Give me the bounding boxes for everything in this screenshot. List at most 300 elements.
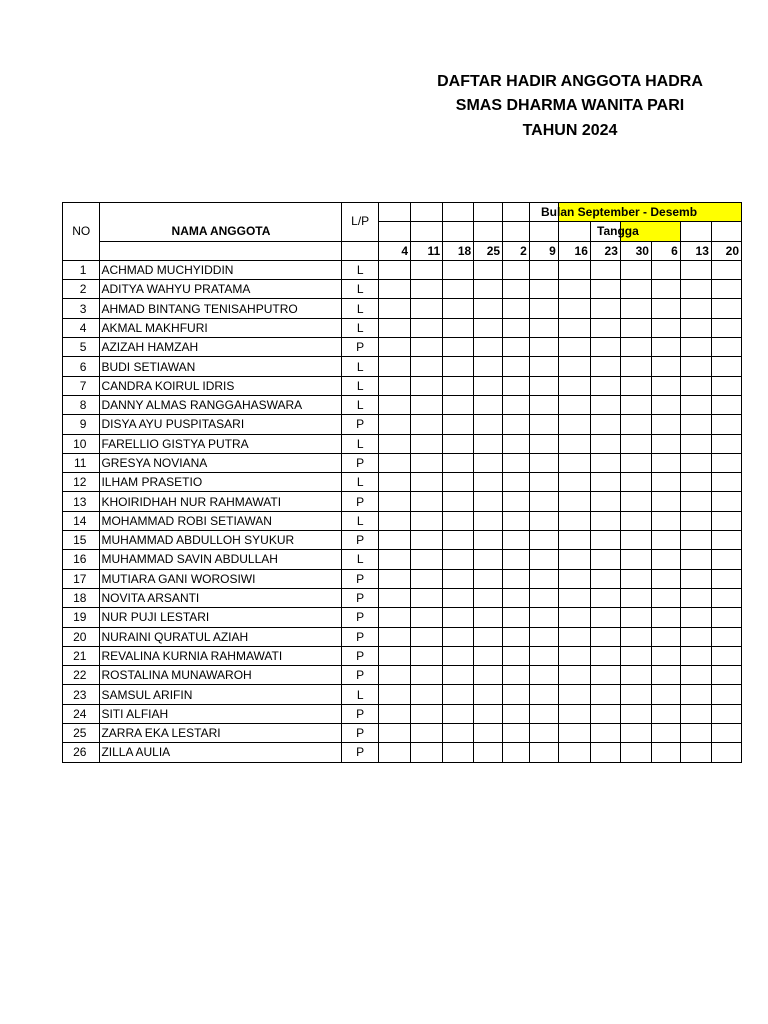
attendance-cell[interactable]	[503, 743, 530, 762]
attendance-cell[interactable]	[411, 338, 443, 357]
attendance-cell[interactable]	[680, 376, 711, 395]
attendance-cell[interactable]	[443, 531, 474, 550]
attendance-cell[interactable]	[529, 280, 558, 299]
attendance-cell[interactable]	[680, 511, 711, 530]
attendance-cell[interactable]	[558, 338, 590, 357]
attendance-cell[interactable]	[590, 395, 620, 414]
attendance-cell[interactable]	[620, 415, 651, 434]
attendance-cell[interactable]	[474, 357, 503, 376]
attendance-cell[interactable]	[651, 415, 680, 434]
attendance-cell[interactable]	[620, 743, 651, 762]
attendance-cell[interactable]	[443, 588, 474, 607]
attendance-cell[interactable]	[711, 473, 741, 492]
attendance-cell[interactable]	[411, 473, 443, 492]
attendance-cell[interactable]	[378, 646, 410, 665]
attendance-cell[interactable]	[651, 338, 680, 357]
attendance-cell[interactable]	[558, 492, 590, 511]
attendance-cell[interactable]	[474, 434, 503, 453]
attendance-cell[interactable]	[503, 434, 530, 453]
attendance-cell[interactable]	[503, 415, 530, 434]
attendance-cell[interactable]	[620, 338, 651, 357]
attendance-cell[interactable]	[378, 569, 410, 588]
attendance-cell[interactable]	[378, 666, 410, 685]
attendance-cell[interactable]	[558, 511, 590, 530]
attendance-cell[interactable]	[590, 724, 620, 743]
attendance-cell[interactable]	[620, 704, 651, 723]
attendance-cell[interactable]	[711, 569, 741, 588]
attendance-cell[interactable]	[651, 685, 680, 704]
attendance-cell[interactable]	[590, 646, 620, 665]
attendance-cell[interactable]	[529, 531, 558, 550]
attendance-cell[interactable]	[680, 704, 711, 723]
attendance-cell[interactable]	[651, 550, 680, 569]
attendance-cell[interactable]	[474, 646, 503, 665]
attendance-cell[interactable]	[651, 434, 680, 453]
attendance-cell[interactable]	[474, 318, 503, 337]
attendance-cell[interactable]	[680, 743, 711, 762]
attendance-cell[interactable]	[620, 685, 651, 704]
attendance-cell[interactable]	[503, 550, 530, 569]
attendance-cell[interactable]	[651, 511, 680, 530]
attendance-cell[interactable]	[711, 280, 741, 299]
attendance-cell[interactable]	[711, 588, 741, 607]
attendance-cell[interactable]	[503, 338, 530, 357]
attendance-cell[interactable]	[529, 260, 558, 279]
attendance-cell[interactable]	[590, 434, 620, 453]
attendance-cell[interactable]	[529, 666, 558, 685]
attendance-cell[interactable]	[443, 376, 474, 395]
attendance-cell[interactable]	[558, 318, 590, 337]
attendance-cell[interactable]	[620, 357, 651, 376]
attendance-cell[interactable]	[711, 666, 741, 685]
attendance-cell[interactable]	[411, 376, 443, 395]
attendance-cell[interactable]	[680, 550, 711, 569]
attendance-cell[interactable]	[711, 376, 741, 395]
attendance-cell[interactable]	[443, 357, 474, 376]
attendance-cell[interactable]	[590, 318, 620, 337]
attendance-cell[interactable]	[711, 260, 741, 279]
attendance-cell[interactable]	[378, 550, 410, 569]
attendance-cell[interactable]	[711, 685, 741, 704]
attendance-cell[interactable]	[529, 743, 558, 762]
attendance-cell[interactable]	[529, 569, 558, 588]
attendance-cell[interactable]	[378, 473, 410, 492]
attendance-cell[interactable]	[474, 588, 503, 607]
attendance-cell[interactable]	[411, 646, 443, 665]
attendance-cell[interactable]	[411, 531, 443, 550]
attendance-cell[interactable]	[711, 453, 741, 472]
attendance-cell[interactable]	[651, 395, 680, 414]
attendance-cell[interactable]	[443, 724, 474, 743]
attendance-cell[interactable]	[558, 357, 590, 376]
attendance-cell[interactable]	[590, 492, 620, 511]
attendance-cell[interactable]	[590, 511, 620, 530]
attendance-cell[interactable]	[680, 395, 711, 414]
attendance-cell[interactable]	[443, 415, 474, 434]
attendance-cell[interactable]	[378, 531, 410, 550]
attendance-cell[interactable]	[680, 357, 711, 376]
attendance-cell[interactable]	[443, 685, 474, 704]
attendance-cell[interactable]	[620, 646, 651, 665]
attendance-cell[interactable]	[590, 376, 620, 395]
attendance-cell[interactable]	[620, 453, 651, 472]
attendance-cell[interactable]	[651, 569, 680, 588]
attendance-cell[interactable]	[474, 666, 503, 685]
attendance-cell[interactable]	[474, 511, 503, 530]
attendance-cell[interactable]	[558, 473, 590, 492]
attendance-cell[interactable]	[680, 531, 711, 550]
attendance-cell[interactable]	[378, 318, 410, 337]
attendance-cell[interactable]	[590, 685, 620, 704]
attendance-cell[interactable]	[503, 376, 530, 395]
attendance-cell[interactable]	[503, 531, 530, 550]
attendance-cell[interactable]	[620, 299, 651, 318]
attendance-cell[interactable]	[620, 511, 651, 530]
attendance-cell[interactable]	[590, 531, 620, 550]
attendance-cell[interactable]	[378, 434, 410, 453]
attendance-cell[interactable]	[590, 588, 620, 607]
attendance-cell[interactable]	[529, 357, 558, 376]
attendance-cell[interactable]	[443, 280, 474, 299]
attendance-cell[interactable]	[378, 492, 410, 511]
attendance-cell[interactable]	[680, 453, 711, 472]
attendance-cell[interactable]	[620, 280, 651, 299]
attendance-cell[interactable]	[680, 685, 711, 704]
attendance-cell[interactable]	[378, 511, 410, 530]
attendance-cell[interactable]	[651, 473, 680, 492]
attendance-cell[interactable]	[558, 453, 590, 472]
attendance-cell[interactable]	[711, 318, 741, 337]
attendance-cell[interactable]	[503, 260, 530, 279]
attendance-cell[interactable]	[680, 724, 711, 743]
attendance-cell[interactable]	[558, 260, 590, 279]
attendance-cell[interactable]	[474, 473, 503, 492]
attendance-cell[interactable]	[558, 550, 590, 569]
attendance-cell[interactable]	[620, 531, 651, 550]
attendance-cell[interactable]	[711, 357, 741, 376]
attendance-cell[interactable]	[378, 685, 410, 704]
attendance-cell[interactable]	[503, 318, 530, 337]
attendance-cell[interactable]	[558, 627, 590, 646]
attendance-cell[interactable]	[711, 531, 741, 550]
attendance-cell[interactable]	[680, 434, 711, 453]
attendance-cell[interactable]	[411, 627, 443, 646]
attendance-cell[interactable]	[529, 376, 558, 395]
attendance-cell[interactable]	[474, 531, 503, 550]
attendance-cell[interactable]	[651, 376, 680, 395]
attendance-cell[interactable]	[529, 588, 558, 607]
attendance-cell[interactable]	[711, 646, 741, 665]
attendance-cell[interactable]	[411, 743, 443, 762]
attendance-cell[interactable]	[558, 685, 590, 704]
attendance-cell[interactable]	[558, 704, 590, 723]
attendance-cell[interactable]	[651, 492, 680, 511]
attendance-cell[interactable]	[558, 395, 590, 414]
attendance-cell[interactable]	[378, 743, 410, 762]
attendance-cell[interactable]	[620, 569, 651, 588]
attendance-cell[interactable]	[680, 260, 711, 279]
attendance-cell[interactable]	[651, 608, 680, 627]
attendance-cell[interactable]	[443, 434, 474, 453]
attendance-cell[interactable]	[443, 299, 474, 318]
attendance-cell[interactable]	[503, 666, 530, 685]
attendance-cell[interactable]	[590, 357, 620, 376]
attendance-cell[interactable]	[443, 646, 474, 665]
attendance-cell[interactable]	[711, 434, 741, 453]
attendance-cell[interactable]	[590, 299, 620, 318]
attendance-cell[interactable]	[590, 453, 620, 472]
attendance-cell[interactable]	[590, 743, 620, 762]
attendance-cell[interactable]	[620, 627, 651, 646]
attendance-cell[interactable]	[378, 627, 410, 646]
attendance-cell[interactable]	[443, 473, 474, 492]
attendance-cell[interactable]	[378, 588, 410, 607]
attendance-cell[interactable]	[378, 299, 410, 318]
attendance-cell[interactable]	[620, 666, 651, 685]
attendance-cell[interactable]	[503, 704, 530, 723]
attendance-cell[interactable]	[378, 280, 410, 299]
attendance-cell[interactable]	[503, 724, 530, 743]
attendance-cell[interactable]	[411, 666, 443, 685]
attendance-cell[interactable]	[378, 338, 410, 357]
attendance-cell[interactable]	[378, 724, 410, 743]
attendance-cell[interactable]	[651, 531, 680, 550]
attendance-cell[interactable]	[651, 724, 680, 743]
attendance-cell[interactable]	[411, 588, 443, 607]
attendance-cell[interactable]	[680, 569, 711, 588]
attendance-cell[interactable]	[590, 473, 620, 492]
attendance-cell[interactable]	[474, 395, 503, 414]
attendance-cell[interactable]	[680, 492, 711, 511]
attendance-cell[interactable]	[620, 395, 651, 414]
attendance-cell[interactable]	[503, 395, 530, 414]
attendance-cell[interactable]	[529, 608, 558, 627]
attendance-cell[interactable]	[474, 608, 503, 627]
attendance-cell[interactable]	[503, 569, 530, 588]
attendance-cell[interactable]	[529, 338, 558, 357]
attendance-cell[interactable]	[443, 627, 474, 646]
attendance-cell[interactable]	[711, 608, 741, 627]
attendance-cell[interactable]	[590, 608, 620, 627]
attendance-cell[interactable]	[529, 434, 558, 453]
attendance-cell[interactable]	[474, 550, 503, 569]
attendance-cell[interactable]	[503, 280, 530, 299]
attendance-cell[interactable]	[558, 280, 590, 299]
attendance-cell[interactable]	[558, 608, 590, 627]
attendance-cell[interactable]	[620, 376, 651, 395]
attendance-cell[interactable]	[411, 434, 443, 453]
attendance-cell[interactable]	[443, 608, 474, 627]
attendance-cell[interactable]	[443, 569, 474, 588]
attendance-cell[interactable]	[503, 473, 530, 492]
attendance-cell[interactable]	[378, 395, 410, 414]
attendance-cell[interactable]	[474, 338, 503, 357]
attendance-cell[interactable]	[590, 666, 620, 685]
attendance-cell[interactable]	[558, 531, 590, 550]
attendance-cell[interactable]	[378, 415, 410, 434]
attendance-cell[interactable]	[378, 376, 410, 395]
attendance-cell[interactable]	[378, 453, 410, 472]
attendance-cell[interactable]	[443, 666, 474, 685]
attendance-cell[interactable]	[558, 646, 590, 665]
attendance-cell[interactable]	[620, 434, 651, 453]
attendance-cell[interactable]	[651, 627, 680, 646]
attendance-cell[interactable]	[620, 260, 651, 279]
attendance-cell[interactable]	[378, 608, 410, 627]
attendance-cell[interactable]	[443, 260, 474, 279]
attendance-cell[interactable]	[558, 588, 590, 607]
attendance-cell[interactable]	[680, 299, 711, 318]
attendance-cell[interactable]	[443, 453, 474, 472]
attendance-cell[interactable]	[411, 685, 443, 704]
attendance-cell[interactable]	[474, 569, 503, 588]
attendance-cell[interactable]	[411, 704, 443, 723]
attendance-cell[interactable]	[620, 473, 651, 492]
attendance-cell[interactable]	[711, 415, 741, 434]
attendance-cell[interactable]	[680, 627, 711, 646]
attendance-cell[interactable]	[620, 318, 651, 337]
attendance-cell[interactable]	[529, 550, 558, 569]
attendance-cell[interactable]	[411, 550, 443, 569]
attendance-cell[interactable]	[443, 492, 474, 511]
attendance-cell[interactable]	[474, 376, 503, 395]
attendance-cell[interactable]	[651, 646, 680, 665]
attendance-cell[interactable]	[411, 357, 443, 376]
attendance-cell[interactable]	[474, 415, 503, 434]
attendance-cell[interactable]	[503, 685, 530, 704]
attendance-cell[interactable]	[680, 473, 711, 492]
attendance-cell[interactable]	[558, 724, 590, 743]
attendance-cell[interactable]	[590, 704, 620, 723]
attendance-cell[interactable]	[590, 415, 620, 434]
attendance-cell[interactable]	[529, 511, 558, 530]
attendance-cell[interactable]	[529, 627, 558, 646]
attendance-cell[interactable]	[711, 511, 741, 530]
attendance-cell[interactable]	[411, 415, 443, 434]
attendance-cell[interactable]	[443, 511, 474, 530]
attendance-cell[interactable]	[590, 280, 620, 299]
attendance-cell[interactable]	[711, 338, 741, 357]
attendance-cell[interactable]	[503, 357, 530, 376]
attendance-cell[interactable]	[411, 724, 443, 743]
attendance-cell[interactable]	[503, 453, 530, 472]
attendance-cell[interactable]	[680, 646, 711, 665]
attendance-cell[interactable]	[503, 646, 530, 665]
attendance-cell[interactable]	[558, 415, 590, 434]
attendance-cell[interactable]	[503, 627, 530, 646]
attendance-cell[interactable]	[529, 492, 558, 511]
attendance-cell[interactable]	[443, 395, 474, 414]
attendance-cell[interactable]	[411, 492, 443, 511]
attendance-cell[interactable]	[474, 299, 503, 318]
attendance-cell[interactable]	[411, 280, 443, 299]
attendance-cell[interactable]	[711, 492, 741, 511]
attendance-cell[interactable]	[680, 338, 711, 357]
attendance-cell[interactable]	[474, 453, 503, 472]
attendance-cell[interactable]	[503, 492, 530, 511]
attendance-cell[interactable]	[411, 318, 443, 337]
attendance-cell[interactable]	[529, 704, 558, 723]
attendance-cell[interactable]	[503, 299, 530, 318]
attendance-cell[interactable]	[443, 318, 474, 337]
attendance-cell[interactable]	[620, 550, 651, 569]
attendance-cell[interactable]	[474, 627, 503, 646]
attendance-cell[interactable]	[651, 588, 680, 607]
attendance-cell[interactable]	[411, 395, 443, 414]
attendance-cell[interactable]	[411, 511, 443, 530]
attendance-cell[interactable]	[620, 492, 651, 511]
attendance-cell[interactable]	[651, 260, 680, 279]
attendance-cell[interactable]	[590, 627, 620, 646]
attendance-cell[interactable]	[651, 357, 680, 376]
attendance-cell[interactable]	[474, 743, 503, 762]
attendance-cell[interactable]	[529, 685, 558, 704]
attendance-cell[interactable]	[590, 550, 620, 569]
attendance-cell[interactable]	[529, 318, 558, 337]
attendance-cell[interactable]	[651, 666, 680, 685]
attendance-cell[interactable]	[711, 550, 741, 569]
attendance-cell[interactable]	[651, 743, 680, 762]
attendance-cell[interactable]	[590, 338, 620, 357]
attendance-cell[interactable]	[474, 260, 503, 279]
attendance-cell[interactable]	[378, 704, 410, 723]
attendance-cell[interactable]	[529, 415, 558, 434]
attendance-cell[interactable]	[680, 318, 711, 337]
attendance-cell[interactable]	[558, 376, 590, 395]
attendance-cell[interactable]	[503, 511, 530, 530]
attendance-cell[interactable]	[558, 434, 590, 453]
attendance-cell[interactable]	[503, 608, 530, 627]
attendance-cell[interactable]	[620, 608, 651, 627]
attendance-cell[interactable]	[558, 569, 590, 588]
attendance-cell[interactable]	[711, 704, 741, 723]
attendance-cell[interactable]	[474, 704, 503, 723]
attendance-cell[interactable]	[529, 724, 558, 743]
attendance-cell[interactable]	[411, 260, 443, 279]
attendance-cell[interactable]	[558, 299, 590, 318]
attendance-cell[interactable]	[651, 318, 680, 337]
attendance-cell[interactable]	[558, 743, 590, 762]
attendance-cell[interactable]	[443, 704, 474, 723]
attendance-cell[interactable]	[711, 627, 741, 646]
attendance-cell[interactable]	[529, 299, 558, 318]
attendance-cell[interactable]	[651, 299, 680, 318]
attendance-cell[interactable]	[651, 704, 680, 723]
attendance-cell[interactable]	[474, 685, 503, 704]
attendance-cell[interactable]	[411, 608, 443, 627]
attendance-cell[interactable]	[443, 550, 474, 569]
attendance-cell[interactable]	[620, 588, 651, 607]
attendance-cell[interactable]	[474, 280, 503, 299]
attendance-cell[interactable]	[411, 453, 443, 472]
attendance-cell[interactable]	[443, 743, 474, 762]
attendance-cell[interactable]	[558, 666, 590, 685]
attendance-cell[interactable]	[711, 395, 741, 414]
attendance-cell[interactable]	[711, 299, 741, 318]
attendance-cell[interactable]	[529, 395, 558, 414]
attendance-cell[interactable]	[711, 724, 741, 743]
attendance-cell[interactable]	[651, 453, 680, 472]
attendance-cell[interactable]	[680, 588, 711, 607]
attendance-cell[interactable]	[474, 724, 503, 743]
attendance-cell[interactable]	[590, 569, 620, 588]
attendance-cell[interactable]	[680, 280, 711, 299]
attendance-cell[interactable]	[529, 453, 558, 472]
attendance-cell[interactable]	[378, 260, 410, 279]
attendance-cell[interactable]	[651, 280, 680, 299]
attendance-cell[interactable]	[680, 415, 711, 434]
attendance-cell[interactable]	[711, 743, 741, 762]
